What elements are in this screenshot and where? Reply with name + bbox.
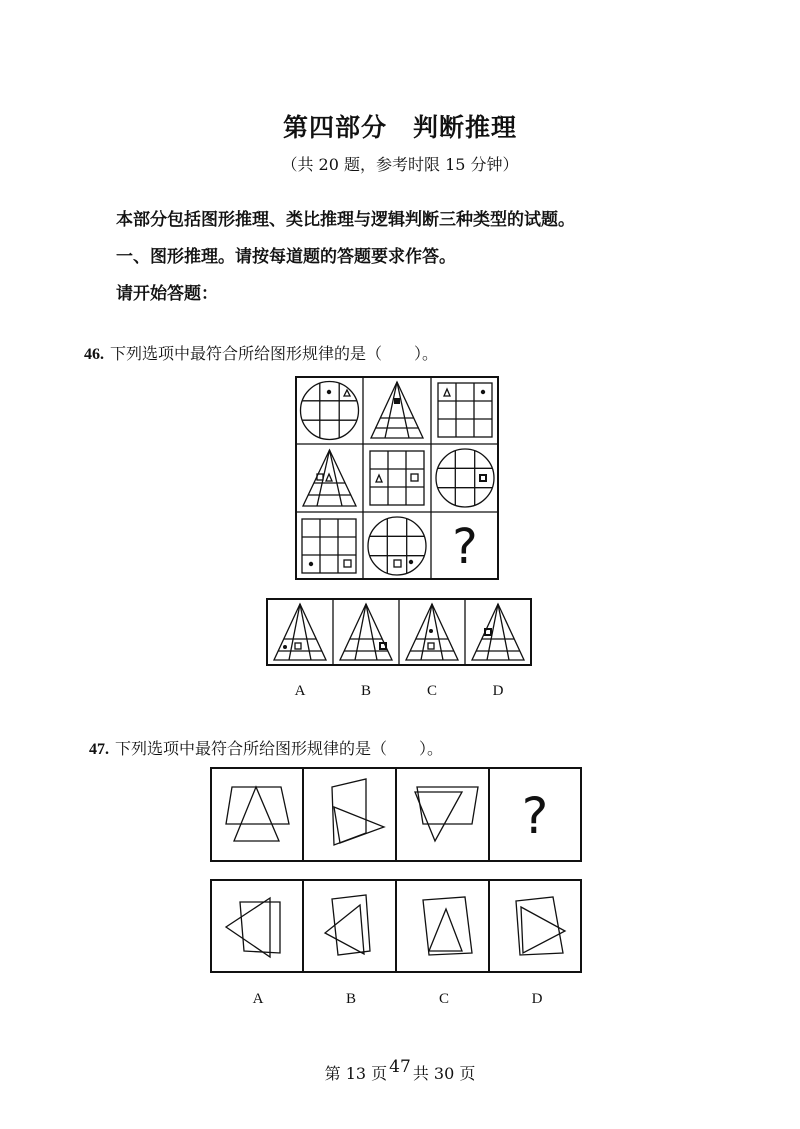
- cell-square: [438, 383, 492, 437]
- shape-pair: [415, 787, 478, 841]
- question-text: 下列选项中最符合所给图形规律的是（ ）。: [115, 739, 444, 758]
- q47-option-b-label[interactable]: B: [345, 991, 356, 1007]
- question-number: 46.: [84, 346, 104, 363]
- question-text: 下列选项中最符合所给图形规律的是（ ）。: [110, 344, 439, 363]
- footer-page-number: 47: [389, 1057, 411, 1077]
- q47-option-c-label[interactable]: C: [438, 991, 449, 1007]
- section-subtitle: （共 20 题，参考时限 15 分钟）: [281, 155, 519, 174]
- cell-triangle: [371, 382, 423, 438]
- cell-square: [302, 519, 356, 573]
- cell-circle: [436, 449, 494, 507]
- question-number: 47.: [89, 741, 109, 758]
- q47-puzzle-row: [210, 767, 582, 863]
- cell-square: [370, 451, 424, 505]
- intro-line-2: 一、图形推理。请按每道题的答题要求作答。: [116, 247, 456, 267]
- footer-page-of: 第 13 页: [324, 1064, 388, 1083]
- question-47: [89, 736, 443, 759]
- q46-option-d-label[interactable]: D: [492, 683, 504, 699]
- q46-option-b-label[interactable]: B: [360, 683, 371, 699]
- q46-option-a-label[interactable]: A: [294, 683, 306, 699]
- question-46: [84, 341, 438, 364]
- cell-circle: [301, 382, 359, 440]
- q46-option-c-label[interactable]: C: [426, 683, 437, 699]
- q46-puzzle-grid: [295, 376, 500, 581]
- intro-line-1: 本部分包括图形推理、类比推理与逻辑判断三种类型的试题。: [116, 210, 575, 230]
- shape-pair: [332, 779, 384, 845]
- q47-answer-options: [210, 879, 582, 974]
- q47-option-a-label[interactable]: A: [252, 991, 264, 1007]
- section-title: 第四部分 判断推理: [282, 113, 517, 142]
- q46-answer-options: [266, 598, 532, 666]
- intro-line-3: 请开始答题：: [116, 284, 218, 304]
- unknown-cell: ?: [521, 787, 549, 845]
- page-footer: [0, 1057, 800, 1084]
- cell-circle: [368, 517, 426, 575]
- cell-triangle: [303, 450, 356, 506]
- unknown-cell: ?: [452, 519, 478, 575]
- q47-option-d-label[interactable]: D: [531, 991, 543, 1007]
- footer-total-pages: 共 30 页: [412, 1064, 476, 1083]
- shape-pair: [226, 787, 289, 841]
